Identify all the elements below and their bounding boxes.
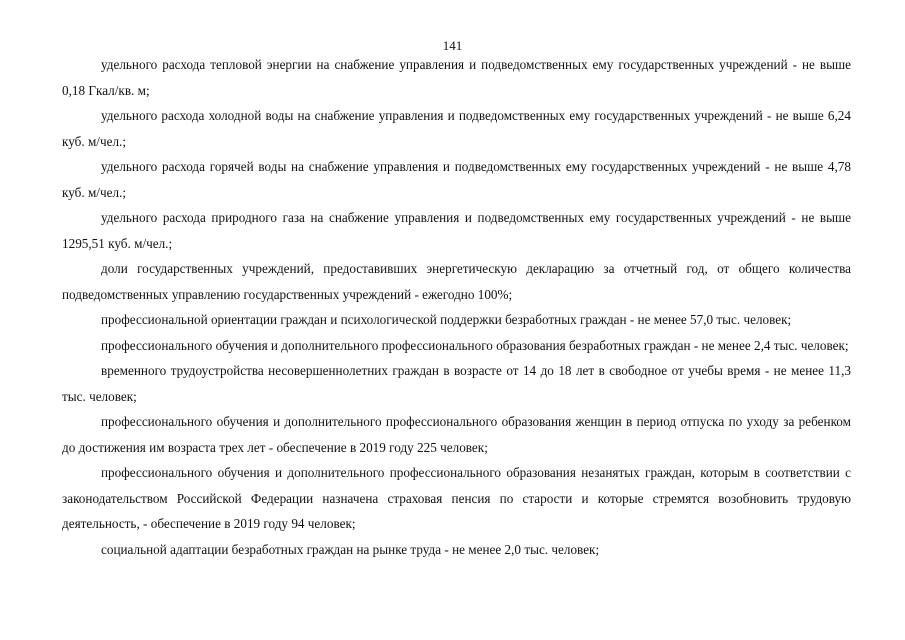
paragraph-energy-declaration: доли государственных учреждений, предоставивших энергетическую декларацию за отчетный год, от общего количества подведомственных управлению государственных учреждений - ежегодно 100%; — [62, 261, 851, 302]
paragraph-unemployed-training: профессионального обучения и дополнительного профессионального образования безработных граждан - не менее 2,4 тыс. человек; — [101, 337, 849, 353]
document-body — [62, 52, 851, 562]
paragraph-hot-water: удельного расхода горячей воды на снабжение управления и подведомственных ему государственных учреждений - не выше 4,78 куб. м/чел.; — [62, 159, 851, 200]
paragraph-heat-energy: удельного расхода тепловой энергии на снабжение управления и подведомственных ему государственных учреждений - не выше 0,18 Гкал/кв. м; — [62, 57, 851, 98]
paragraph-cold-water: удельного расхода холодной воды на снабжение управления и подведомственных ему государственных учреждений - не выше 6,24 куб. м/чел.; — [62, 108, 851, 149]
paragraph-career-guidance: профессиональной ориентации граждан и психологической поддержки безработных граждан - не менее 57,0 тыс. человек; — [101, 312, 792, 327]
paragraph-natural-gas: удельного расхода природного газа на снабжение управления и подведомственных ему государственных учреждений - не выше 1295,51 куб. м/чел.; — [62, 210, 851, 251]
paragraph-minors-employment: временного трудоустройства несовершеннолетних граждан в возрасте от 14 до 18 лет в свободное от учебы время - не менее 11,3 тыс. человек; — [62, 363, 851, 404]
paragraph-pensioners-training: профессионального обучения и дополнительного профессионального образования незанятых граждан, которым в соответствии с законодательством Российской Федерации назначена страховая пенсия по старости и которые стремятся возобновить трудовую деятельность, - обеспечение в 2019 году 94 человек; — [62, 465, 851, 531]
paragraph-social-adaptation: социальной адаптации безработных граждан на рынке труда - не менее 2,0 тыс. человек; — [101, 541, 600, 557]
page-number: 141 — [442, 38, 463, 53]
paragraph-women-training: профессионального обучения и дополнительного профессионального образования женщин в период отпуска по уходу за ребенком до достижения им возраста трех лет - обеспечение в 2019 году 225 человек; — [62, 414, 851, 455]
